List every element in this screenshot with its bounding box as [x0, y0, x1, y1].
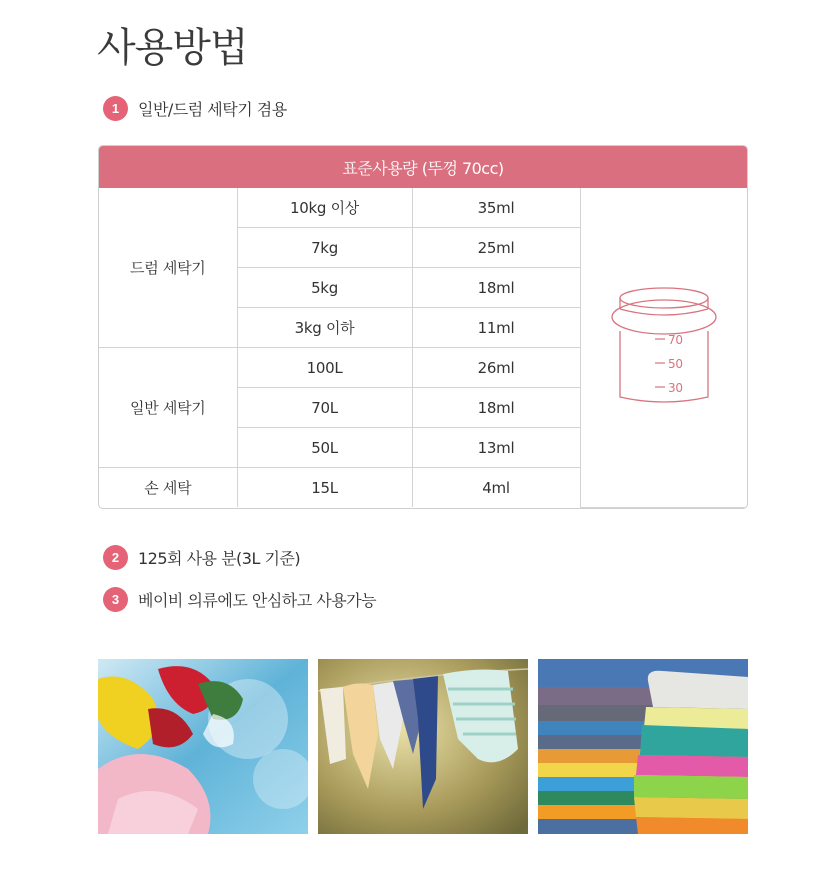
step-text: 베이비 의류에도 안심하고 사용가능 [138, 590, 377, 610]
group-hand-wash: 손 세탁 [99, 468, 237, 508]
capacity-cell: 10kg 이상 [237, 188, 412, 228]
amount-cell: 18ml [412, 388, 580, 428]
cap-mark-70: 70 [667, 332, 683, 347]
measuring-cap-cell [580, 188, 747, 507]
amount-cell: 25ml [412, 228, 580, 268]
step-number-badge: 3 [103, 587, 128, 612]
page-title: 사용방법 [97, 25, 248, 71]
cap-mark-50: 50 [667, 356, 683, 371]
step-2 [103, 544, 300, 570]
folded-towels-photo [538, 659, 748, 834]
dosage-table [98, 145, 748, 509]
amount-cell: 4ml [412, 468, 580, 508]
step-number-badge: 2 [103, 545, 128, 570]
step-1 [103, 95, 287, 121]
table-header: 표준사용량 (뚜껑 70cc) [99, 146, 747, 188]
photo-strip [98, 659, 748, 834]
capacity-cell: 3kg 이하 [237, 308, 412, 348]
step-3 [103, 586, 376, 612]
capacity-cell: 7kg [237, 228, 412, 268]
measuring-cap-icon [609, 283, 719, 408]
amount-cell: 11ml [412, 308, 580, 348]
capacity-cell: 15L [237, 468, 412, 508]
amount-cell: 26ml [412, 348, 580, 388]
capacity-cell: 50L [237, 428, 412, 468]
capacity-cell: 100L [237, 348, 412, 388]
amount-cell: 18ml [412, 268, 580, 308]
capacity-cell: 70L [237, 388, 412, 428]
cap-mark-30: 30 [667, 380, 683, 395]
table-row [99, 188, 747, 228]
step-number-badge: 1 [103, 96, 128, 121]
amount-cell: 13ml [412, 428, 580, 468]
group-normal-washer: 일반 세탁기 [99, 348, 237, 468]
step-text: 일반/드럼 세탁기 겸용 [138, 99, 287, 119]
group-drum-washer: 드럼 세탁기 [99, 188, 237, 348]
capacity-cell: 5kg [237, 268, 412, 308]
amount-cell: 35ml [412, 188, 580, 228]
laundry-in-water-photo [98, 659, 308, 834]
step-text: 125회 사용 분(3L 기준) [138, 548, 301, 568]
clothesline-photo [318, 659, 528, 834]
